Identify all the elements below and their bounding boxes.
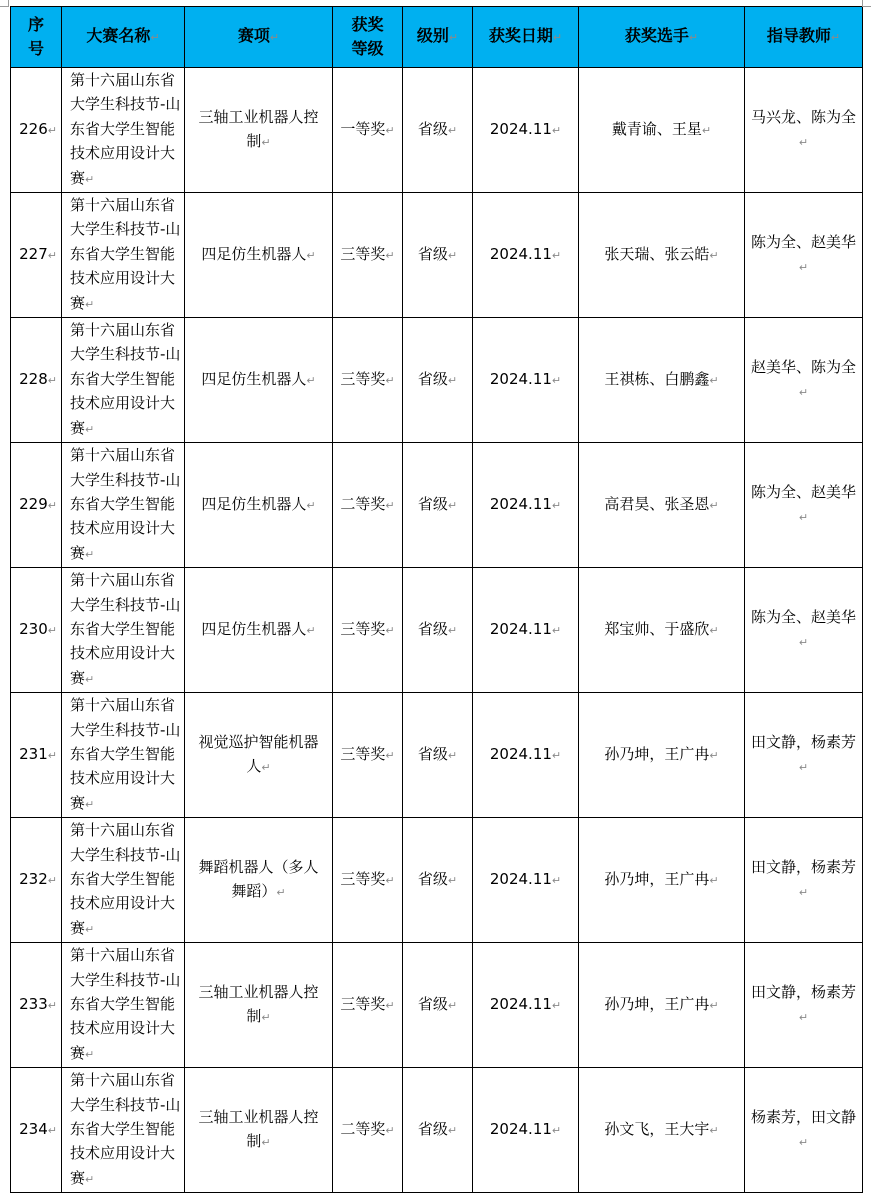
paragraph-mark-icon: ↵ — [551, 373, 562, 387]
paragraph-mark-icon: ↵ — [47, 373, 57, 387]
cell-award: 三等奖↵ — [333, 193, 403, 318]
cell-competition: 第十六届山东省大学生科技节-山东省大学生智能技术应用设计大赛↵ — [62, 818, 185, 943]
paragraph-mark-icon: ↵ — [276, 886, 286, 900]
paragraph-mark-icon: ↵ — [551, 748, 562, 762]
cell-event: 四足仿生机器人↵ — [185, 318, 333, 443]
paragraph-mark-icon: ↵ — [447, 498, 458, 512]
paragraph-mark-icon: ↵ — [385, 874, 395, 887]
cell-level: 省级↵ — [403, 568, 473, 693]
cell-winners: 孙乃坤，王广冉↵ — [579, 943, 745, 1068]
paragraph-mark-icon: ↵ — [85, 1047, 95, 1061]
table-row — [11, 818, 863, 943]
cell-teachers: 陈为全、赵美华↵ — [745, 443, 863, 568]
cell-event: 三轴工业机器人控制↵ — [185, 943, 333, 1068]
cell-winners: 高君昊、张圣恩↵ — [579, 443, 745, 568]
table-row — [11, 443, 863, 568]
cell-date: 2024.11↵ — [473, 943, 579, 1068]
cell-seq: 230↵ — [11, 568, 62, 693]
cell-award: 三等奖↵ — [333, 568, 403, 693]
paragraph-mark-icon: ↵ — [385, 999, 395, 1013]
cell-competition: 第十六届山东省大学生科技节-山东省大学生智能技术应用设计大赛↵ — [62, 693, 185, 818]
cell-level: 省级↵ — [403, 693, 473, 818]
document-page — [10, 6, 863, 1193]
cell-competition: 第十六届山东省大学生科技节-山东省大学生智能技术应用设计大赛↵ — [62, 568, 185, 693]
paragraph-mark-icon: ↵ — [447, 1124, 458, 1138]
paragraph-mark-icon: ↵ — [798, 1136, 809, 1150]
page-corner-mark-left — [0, 0, 9, 7]
cell-award: 三等奖↵ — [333, 693, 403, 818]
paragraph-mark-icon: ↵ — [447, 373, 458, 387]
table-header-row — [11, 7, 863, 68]
table-row — [11, 318, 863, 443]
paragraph-mark-icon: ↵ — [551, 1124, 562, 1138]
paragraph-mark-icon: ↵ — [551, 999, 562, 1013]
cell-level: 省级↵ — [403, 318, 473, 443]
paragraph-mark-icon: ↵ — [447, 623, 458, 637]
paragraph-mark-icon: ↵ — [261, 1136, 271, 1150]
paragraph-mark-icon: ↵ — [447, 248, 458, 262]
cell-award: 三等奖↵ — [333, 818, 403, 943]
cell-date: 2024.11↵ — [473, 68, 579, 193]
paragraph-mark-icon: ↵ — [385, 748, 395, 762]
paragraph-mark-icon: ↵ — [385, 123, 395, 137]
table-row — [11, 693, 863, 818]
paragraph-mark-icon: ↵ — [306, 623, 316, 637]
cell-teachers: 赵美华、陈为全↵ — [745, 318, 863, 443]
cell-date: 2024.11↵ — [473, 818, 579, 943]
cell-competition: 第十六届山东省大学生科技节-山东省大学生智能技术应用设计大赛↵ — [62, 943, 185, 1068]
paragraph-mark-icon: ↵ — [551, 248, 562, 262]
header-teachers: 指导教师↵ — [745, 7, 863, 68]
paragraph-mark-icon: ↵ — [709, 373, 719, 387]
cell-winners: 孙乃坤，王广冉↵ — [579, 693, 745, 818]
cell-level: 省级↵ — [403, 818, 473, 943]
cell-date: 2024.11↵ — [473, 193, 579, 318]
paragraph-mark-icon: ↵ — [551, 123, 562, 137]
cell-seq: 228↵ — [11, 318, 62, 443]
paragraph-mark-icon: ↵ — [47, 623, 57, 637]
cell-teachers: 田文静，杨素芳↵ — [745, 818, 863, 943]
paragraph-mark-icon: ↵ — [85, 672, 95, 686]
header-date: 获奖日期↵ — [473, 7, 579, 68]
cell-winners: 孙乃坤，王广冉↵ — [579, 818, 745, 943]
paragraph-mark-icon: ↵ — [47, 999, 57, 1013]
cell-award: 二等奖↵ — [333, 443, 403, 568]
paragraph-mark-icon: ↵ — [47, 748, 57, 762]
paragraph-mark-icon: ↵ — [551, 498, 562, 512]
paragraph-mark-icon: ↵ — [447, 748, 458, 762]
paragraph-mark-icon: ↵ — [47, 1124, 57, 1138]
cell-date: 2024.11↵ — [473, 568, 579, 693]
paragraph-mark-icon: ↵ — [47, 123, 57, 137]
cell-level: 省级↵ — [403, 68, 473, 193]
table-row — [11, 1068, 863, 1193]
paragraph-mark-icon: ↵ — [798, 886, 809, 900]
paragraph-mark-icon: ↵ — [798, 386, 809, 400]
paragraph-mark-icon: ↵ — [709, 248, 719, 262]
table-row — [11, 193, 863, 318]
cell-date: 2024.11↵ — [473, 318, 579, 443]
header-seq: 序号 — [11, 7, 62, 68]
cell-event: 四足仿生机器人↵ — [185, 193, 333, 318]
cell-seq: 231↵ — [11, 693, 62, 818]
cell-teachers: 田文静，杨素芳↵ — [745, 693, 863, 818]
cell-teachers: 杨素芳，田文静↵ — [745, 1068, 863, 1193]
cell-competition: 第十六届山东省大学生科技节-山东省大学生智能技术应用设计大赛↵ — [62, 1068, 185, 1193]
paragraph-mark-icon: ↵ — [385, 623, 395, 637]
paragraph-mark-icon: ↵ — [709, 623, 719, 637]
cell-event: 舞蹈机器人（多人舞蹈）↵ — [185, 818, 333, 943]
cell-winners: 张天瑞、张云皓↵ — [579, 193, 745, 318]
paragraph-mark-icon: ↵ — [385, 373, 395, 387]
cell-event: 四足仿生机器人↵ — [185, 443, 333, 568]
paragraph-mark-icon: ↵ — [447, 874, 458, 887]
paragraph-mark-icon: ↵ — [85, 797, 95, 811]
paragraph-mark-icon: ↵ — [798, 761, 809, 775]
paragraph-mark-icon: ↵ — [709, 498, 719, 512]
cell-winners: 郑宝帅、于盛欣↵ — [579, 568, 745, 693]
paragraph-mark-icon: ↵ — [798, 1011, 809, 1025]
cell-winners: 孙文飞，王大宇↵ — [579, 1068, 745, 1193]
cell-seq: 233↵ — [11, 943, 62, 1068]
paragraph-mark-icon: ↵ — [47, 498, 57, 512]
paragraph-mark-icon: ↵ — [85, 922, 95, 936]
paragraph-mark-icon: ↵ — [709, 1124, 719, 1138]
cell-competition: 第十六届山东省大学生科技节-山东省大学生智能技术应用设计大赛↵ — [62, 443, 185, 568]
paragraph-mark-icon: ↵ — [85, 422, 95, 436]
paragraph-mark-icon: ↵ — [385, 498, 395, 512]
cell-event: 视觉巡护智能机器人↵ — [185, 693, 333, 818]
cell-event: 三轴工业机器人控制↵ — [185, 1068, 333, 1193]
cell-award: 二等奖↵ — [333, 1068, 403, 1193]
cell-award: 三等奖↵ — [333, 943, 403, 1068]
cell-seq: 232↵ — [11, 818, 62, 943]
cell-winners: 戴青谕、王星↵ — [579, 68, 745, 193]
table-row — [11, 68, 863, 193]
paragraph-mark-icon: ↵ — [261, 1011, 271, 1025]
paragraph-mark-icon: ↵ — [47, 248, 57, 262]
paragraph-mark-icon: ↵ — [701, 123, 712, 137]
paragraph-mark-icon: ↵ — [551, 874, 562, 887]
cell-seq: 226↵ — [11, 68, 62, 193]
awards-table — [10, 6, 863, 1193]
paragraph-mark-icon: ↵ — [385, 1124, 395, 1138]
paragraph-mark-icon: ↵ — [447, 123, 458, 137]
paragraph-mark-icon: ↵ — [47, 874, 57, 887]
paragraph-mark-icon: ↵ — [447, 999, 458, 1013]
cell-teachers: 陈为全、赵美华↵ — [745, 568, 863, 693]
cell-level: 省级↵ — [403, 443, 473, 568]
header-award: 获奖等级 — [333, 7, 403, 68]
cell-date: 2024.11↵ — [473, 443, 579, 568]
header-competition: 大赛名称↵ — [62, 7, 185, 68]
paragraph-mark-icon: ↵ — [551, 623, 562, 637]
cell-level: 省级↵ — [403, 943, 473, 1068]
cell-winners: 王祺栋、白鹏鑫↵ — [579, 318, 745, 443]
paragraph-mark-icon: ↵ — [261, 136, 271, 150]
cell-level: 省级↵ — [403, 193, 473, 318]
paragraph-mark-icon: ↵ — [306, 248, 316, 262]
paragraph-mark-icon: ↵ — [306, 498, 316, 512]
paragraph-mark-icon: ↵ — [709, 999, 719, 1013]
cell-seq: 229↵ — [11, 443, 62, 568]
paragraph-mark-icon: ↵ — [306, 373, 316, 387]
page-corner-mark-right — [862, 0, 871, 7]
header-winners: 获奖选手↵ — [579, 7, 745, 68]
paragraph-mark-icon: ↵ — [798, 136, 809, 150]
header-level: 级别↵ — [403, 7, 473, 68]
paragraph-mark-icon: ↵ — [798, 261, 809, 275]
table-row — [11, 943, 863, 1068]
header-event: 赛项↵ — [185, 7, 333, 68]
cell-teachers: 马兴龙、陈为全↵ — [745, 68, 863, 193]
paragraph-mark-icon: ↵ — [709, 874, 719, 887]
cell-teachers: 田文静，杨素芳↵ — [745, 943, 863, 1068]
cell-award: 三等奖↵ — [333, 318, 403, 443]
cell-teachers: 陈为全、赵美华↵ — [745, 193, 863, 318]
cell-competition: 第十六届山东省大学生科技节-山东省大学生智能技术应用设计大赛↵ — [62, 318, 185, 443]
paragraph-mark-icon: ↵ — [85, 1172, 95, 1186]
table-body — [11, 68, 863, 1193]
cell-competition: 第十六届山东省大学生科技节-山东省大学生智能技术应用设计大赛↵ — [62, 68, 185, 193]
cell-level: 省级↵ — [403, 1068, 473, 1193]
cell-date: 2024.11↵ — [473, 1068, 579, 1193]
paragraph-mark-icon: ↵ — [261, 761, 271, 775]
cell-award: 一等奖↵ — [333, 68, 403, 193]
cell-event: 三轴工业机器人控制↵ — [185, 68, 333, 193]
paragraph-mark-icon: ↵ — [798, 636, 809, 650]
paragraph-mark-icon: ↵ — [85, 172, 95, 186]
cell-seq: 227↵ — [11, 193, 62, 318]
table-row — [11, 568, 863, 693]
paragraph-mark-icon: ↵ — [85, 547, 95, 561]
cell-event: 四足仿生机器人↵ — [185, 568, 333, 693]
paragraph-mark-icon: ↵ — [798, 511, 809, 525]
paragraph-mark-icon: ↵ — [385, 248, 395, 262]
cell-date: 2024.11↵ — [473, 693, 579, 818]
paragraph-mark-icon: ↵ — [85, 297, 95, 311]
cell-competition: 第十六届山东省大学生科技节-山东省大学生智能技术应用设计大赛↵ — [62, 193, 185, 318]
paragraph-mark-icon: ↵ — [709, 748, 719, 762]
cell-seq: 234↵ — [11, 1068, 62, 1193]
